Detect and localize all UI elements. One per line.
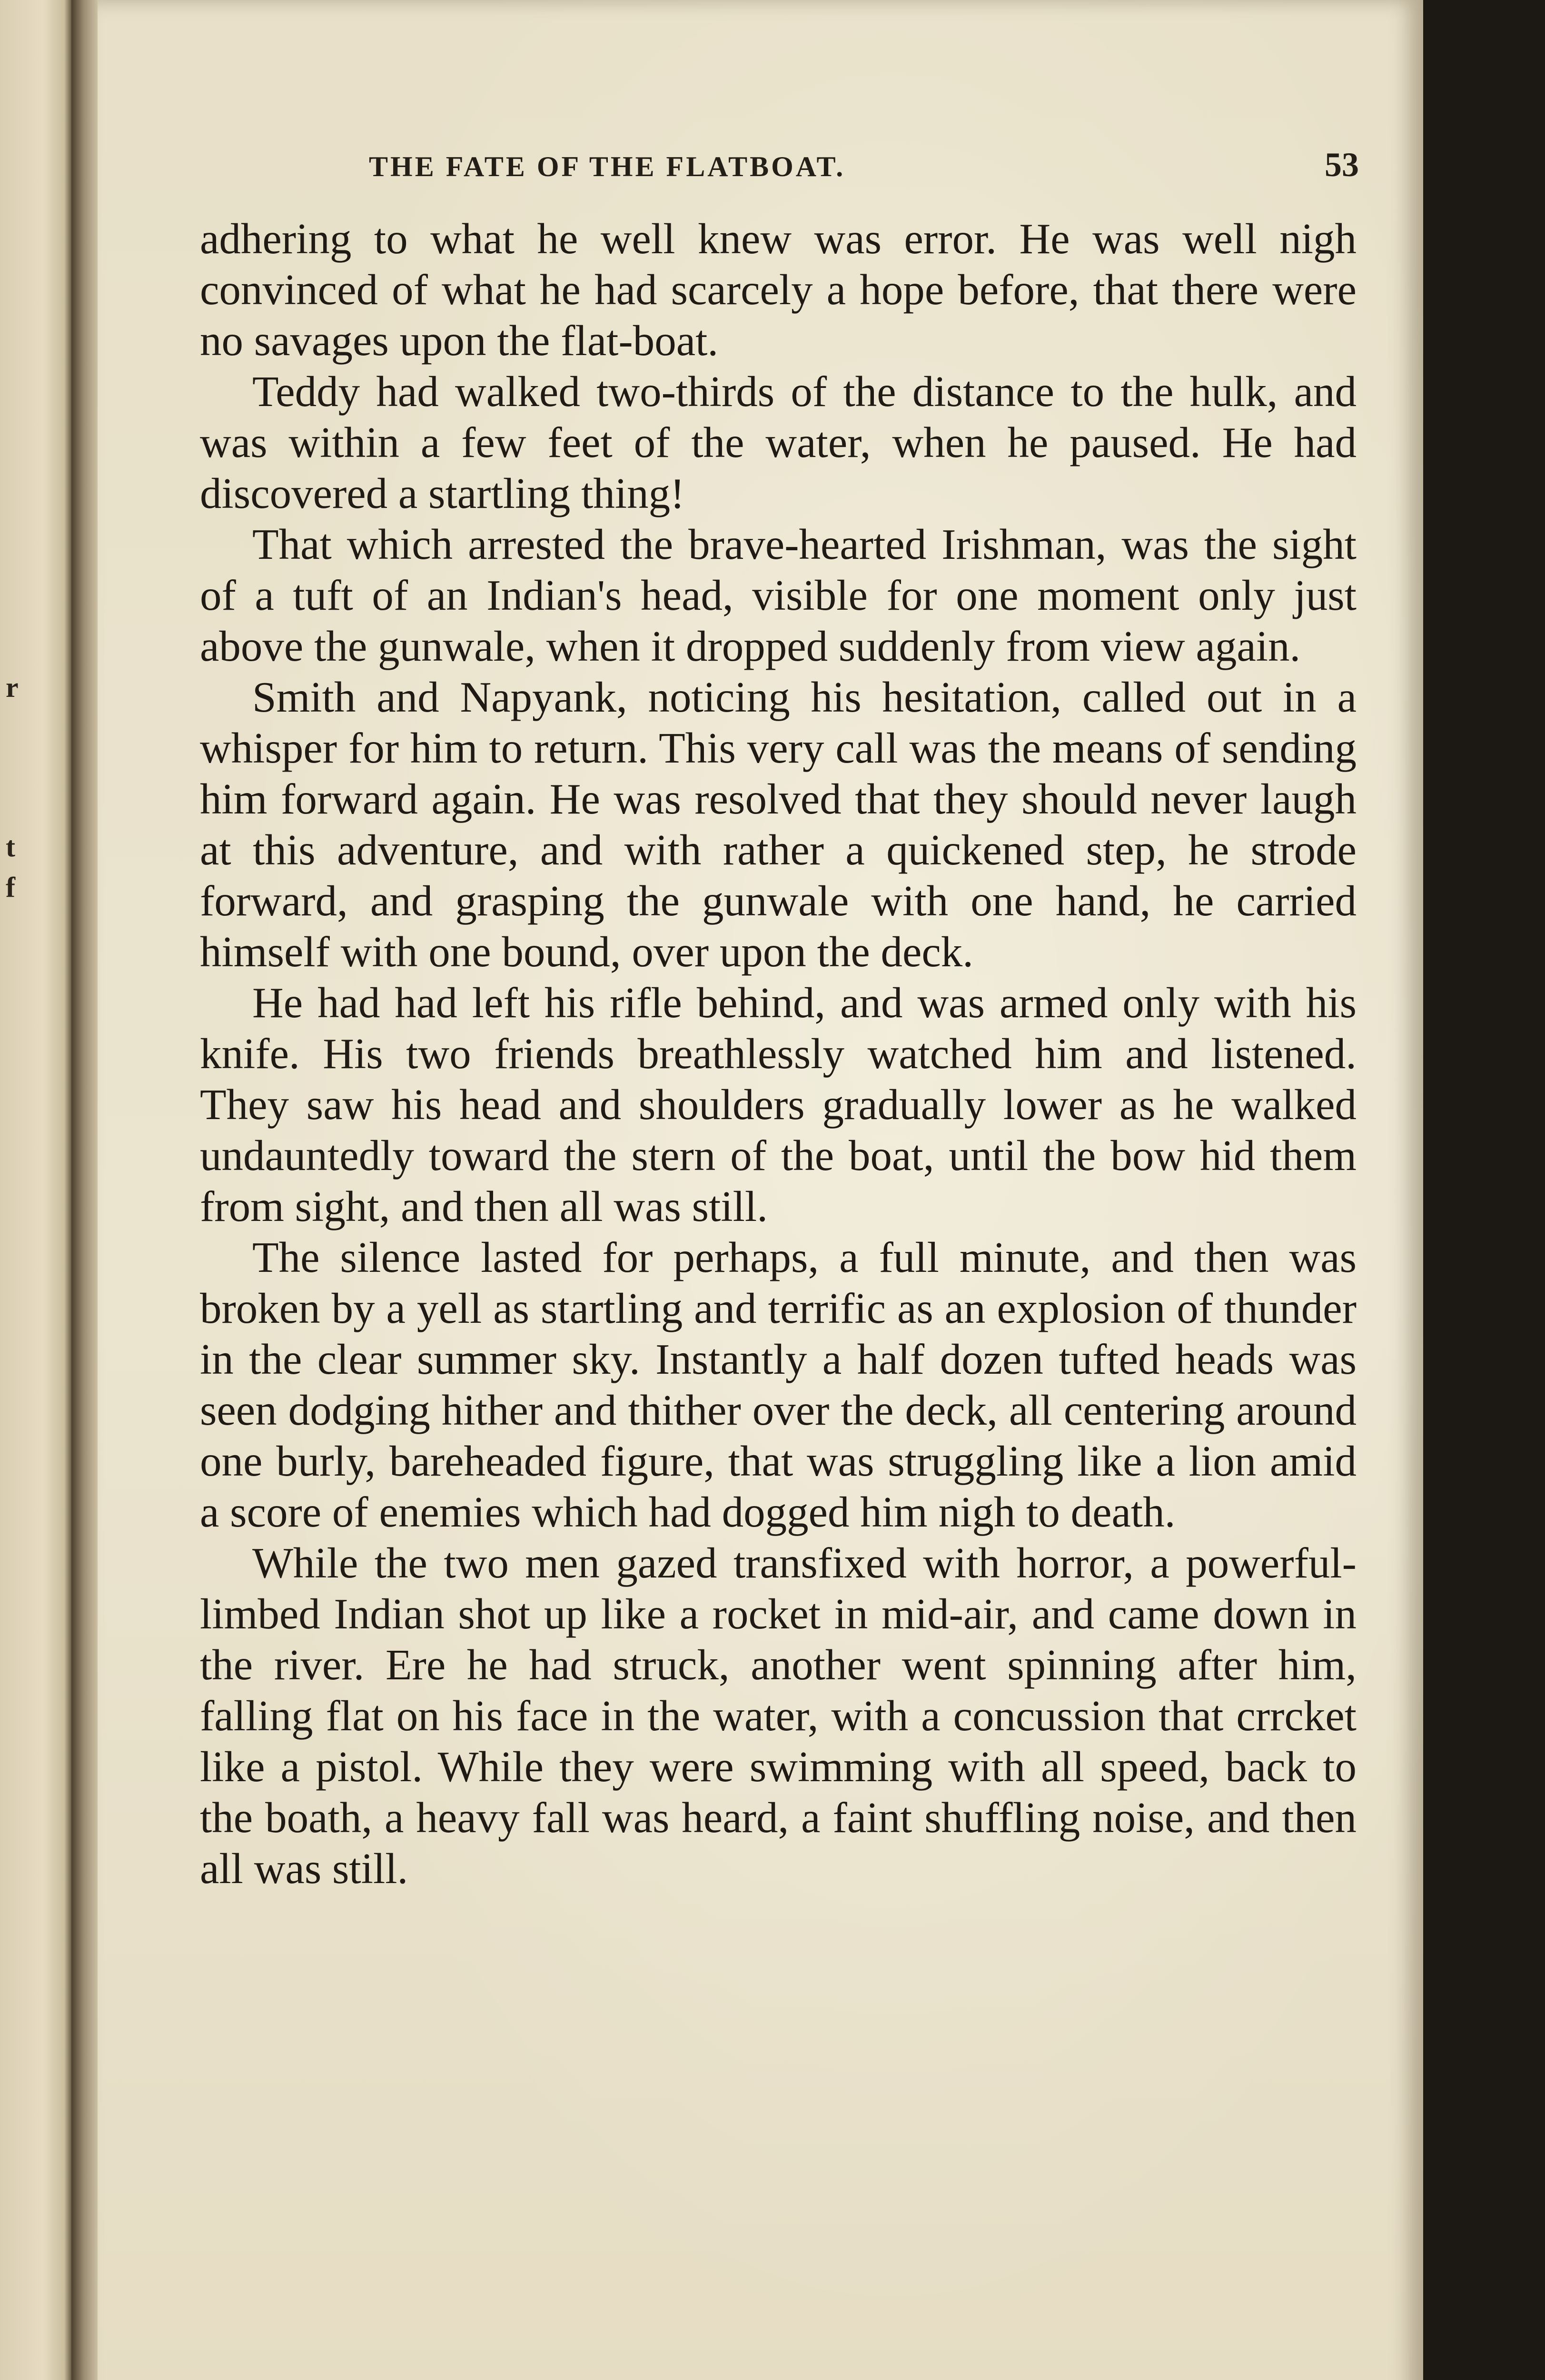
paragraph: While the two men gazed transfixed with horror, a powerful-limbed Indian shot up like a rocket in mid-air, and came down in the river. Ere he had struck, another went spinning after him, falling flat on his face in the water, with a concussion that crrcket like a pistol. While they were swimming with all speed, back to the boath, a heavy fall was heard, a faint shuffling noise, and then all was still. <box>200 1539 1357 1893</box>
book-page <box>98 0 1423 2380</box>
paragraph: Smith and Napyank, noticing his hesitation, called out in a whisper for him to return. This very call was the means of sending him forward again. He was resolved that they should never laugh at this adventure, and with rather a quickened step, he strode forward, and grasping the gunwale with one hand, he carried himself with one bound, over upon the deck. <box>200 673 1357 976</box>
paragraph: adhering to what he well knew was error. He was well nigh convinced of what he had scarcely a hope before, that there were no savages upon the flat-boat. <box>200 215 1357 365</box>
margin-mark: f <box>6 872 15 903</box>
margin-mark: r <box>6 672 19 703</box>
margin-mark: t <box>6 831 15 863</box>
paragraph: Teddy had walked two-thirds of the distance to the hulk, and was within a few feet of the water, when he paused. He had discovered a startling thing! <box>200 367 1357 517</box>
page-number: 53 <box>1325 146 1359 184</box>
paragraph: He had had left his rifle behind, and was armed only with his knife. His two friends breathlessly watched him and listened. They saw his head and shoulders gradually lower as he walked undauntedly toward the stern of the boat, until the bow hid them from sight, and then all was still. <box>200 979 1357 1230</box>
paragraph: The silence lasted for perhaps, a full minute, and then was broken by a yell as startling and terrific as an explosion of thunder in the clear summer sky. Instantly a half dozen tufted heads was seen dodging hither and thither over the deck, all centering around one burly, bareheaded figure, that was struggling like a lion amid a score of enemies which had dogged him nigh to death. <box>200 1233 1357 1536</box>
paragraph: That which arrested the brave-hearted Irishman, was the sight of a tuft of an Indian's head, visible for one moment only just above the gunwale, when it dropped suddenly from view again. <box>200 520 1357 670</box>
running-title: THE FATE OF THE FLATBOAT. <box>369 151 846 182</box>
book-gutter <box>71 0 100 2380</box>
scan-background <box>1423 0 1545 2380</box>
body-text <box>200 213 1357 1894</box>
running-head <box>369 145 1359 185</box>
facing-page-edge <box>0 0 71 2380</box>
